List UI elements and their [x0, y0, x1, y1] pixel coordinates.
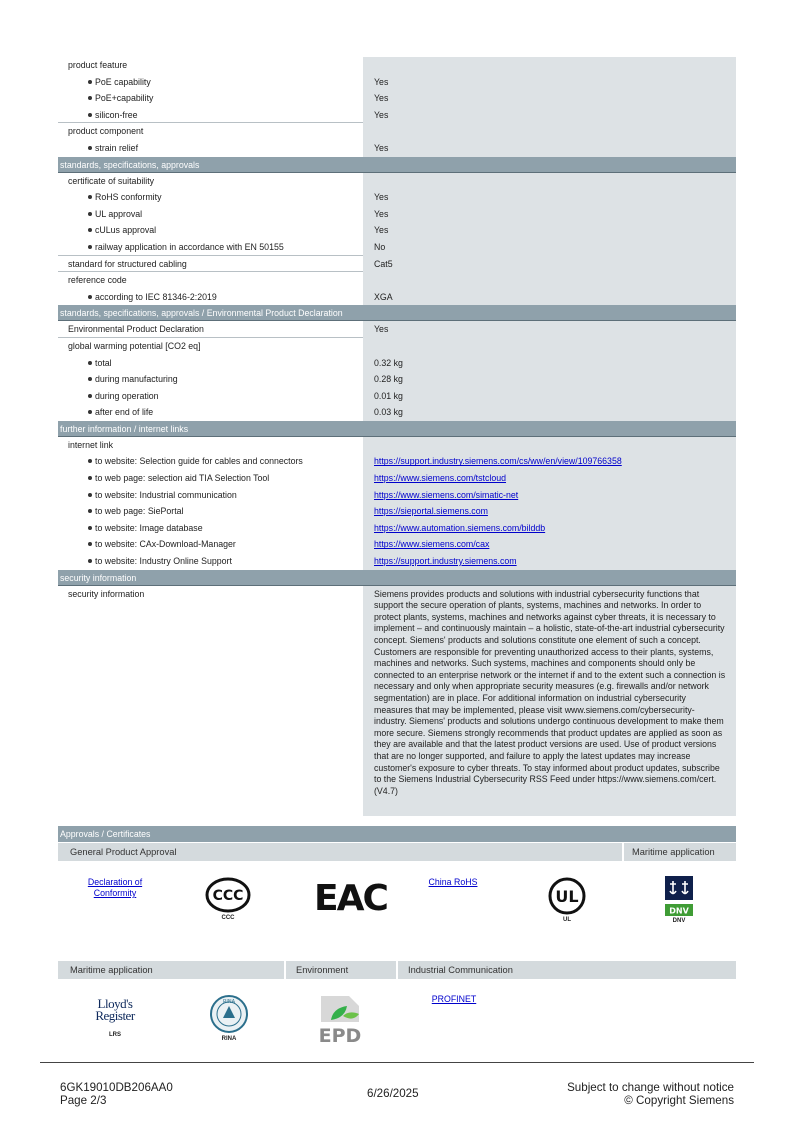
spec-value: 0.32 kg — [363, 355, 736, 372]
spec-row: PoE capability Yes — [58, 74, 736, 91]
spec-row — [58, 256, 736, 273]
profinet-link[interactable]: PROFINET — [431, 994, 477, 1004]
spec-label: product component — [68, 126, 144, 137]
spec-row: railway application in accordance with EN 50155 No — [58, 239, 736, 256]
ul-mark-icon — [548, 877, 586, 915]
bullet-icon — [88, 377, 92, 381]
svg-text:CCC: CCC — [212, 888, 244, 904]
order-number: 6GK19010DB206AA0 — [60, 1081, 173, 1094]
spec-label: standard for structured cabling — [58, 256, 363, 273]
copyright: © Copyright Siemens — [624, 1094, 734, 1107]
spec-label: certificate of suitability — [68, 175, 155, 186]
security-row — [58, 586, 736, 816]
spec-row: cULus approval Yes — [58, 222, 736, 239]
rina-logo: RINA RINA — [206, 994, 252, 1042]
datasheet-table — [58, 57, 736, 816]
spec-value: Yes — [363, 222, 736, 239]
footer-date: 6/26/2025 — [367, 1087, 419, 1100]
spec-label: product feature — [68, 60, 128, 70]
spec-row: silicon-free Yes — [58, 107, 736, 124]
spec-label: reference code — [68, 275, 127, 286]
sieportal-link[interactable]: https://sieportal.siemens.com — [374, 506, 488, 517]
spec-row — [58, 272, 736, 289]
spec-value: Yes — [363, 321, 736, 338]
epd-logo — [316, 992, 364, 1048]
ccc-mark-icon — [205, 877, 251, 913]
tia-selection-tool-link[interactable]: https://www.siemens.com/tstcloud — [374, 473, 507, 484]
bullet-icon — [88, 509, 92, 513]
spec-row: PoE+capability Yes — [58, 90, 736, 107]
link-row: to website: Industry Online Support https://support.industry.siemens.com — [58, 553, 736, 570]
spec-value: XGA — [363, 289, 736, 306]
section-header-further-info: further information / internet links — [58, 421, 736, 437]
bullet-icon — [88, 542, 92, 546]
page-number: Page 2/3 — [60, 1094, 107, 1107]
spec-row: UL approval Yes — [58, 206, 736, 223]
spec-row: during operation 0.01 kg — [58, 388, 736, 405]
spec-label: global warming potential [CO2 eq] — [68, 340, 201, 351]
section-header-standards: standards, specifications, approvals — [58, 157, 736, 173]
spec-row: during manufacturing 0.28 kg — [58, 371, 736, 388]
bullet-icon — [88, 410, 92, 414]
declaration-of-conformity — [66, 877, 164, 899]
bullet-icon — [88, 394, 92, 398]
spec-row — [58, 437, 736, 454]
selection-guide-link[interactable]: https://support.industry.siemens.com/cs/ww/en/view/109766358 — [374, 456, 622, 467]
lrs-logo: Lloyd's Register LRS — [95, 996, 135, 1038]
online-support-link[interactable]: https://support.industry.siemens.com — [374, 556, 517, 567]
spec-row — [58, 57, 736, 74]
spec-label: internet link — [68, 439, 113, 450]
link-row: to website: Industrial communication https://www.siemens.com/simatic-net — [58, 487, 736, 504]
image-database-link[interactable]: https://www.automation.siemens.com/bilddb — [374, 522, 546, 533]
declaration-of-conformity-link[interactable]: Declaration of Conformity — [87, 877, 143, 898]
cax-download-link[interactable]: https://www.siemens.com/cax — [374, 539, 490, 550]
bullet-icon — [88, 295, 92, 299]
spec-value: Yes — [363, 74, 736, 91]
section-header-environment: standards, specifications, approvals / Environmental Product Declaration — [58, 305, 736, 321]
industrial-communication-link[interactable]: https://www.siemens.com/simatic-net — [374, 489, 519, 500]
spec-value: Yes — [363, 90, 736, 107]
svg-text:RINA: RINA — [222, 999, 236, 1005]
spec-row: according to IEC 81346-2:2019 XGA — [58, 289, 736, 306]
spec-row: strain relief Yes — [58, 140, 736, 157]
bullet-icon — [88, 212, 92, 216]
bullet-icon — [88, 96, 92, 100]
approvals-header: Approvals / Certificates — [58, 826, 736, 842]
spec-value: Yes — [363, 189, 736, 206]
spec-row — [58, 173, 736, 190]
bullet-icon — [88, 113, 92, 117]
bullet-icon — [88, 146, 92, 150]
ul-logo: UL UL — [546, 877, 588, 923]
rina-mark-icon — [209, 994, 249, 1034]
bullet-icon — [88, 459, 92, 463]
footer-divider — [40, 1062, 754, 1063]
spec-row: total 0.32 kg — [58, 355, 736, 372]
security-text: Siemens provides products and solutions with industrial cybersecurity functions that support the secure operation of plants, systems, machines and networks. In order to protect plants, systems, machines and networks against cyber threats, it is necessary to implement – and continuously maintain – a holistic, state-of-the-art industrial cybersecurity concept. Siemens' products and solutions constitute one element of such a concept. Customers are responsible for preventing unauthorized access to their plants, systems, machines and networks. Such systems, machines and components should only be connected to an enterprise network or the internet if and to the extent such a connection is necessary and only when appropriate security measures (e.g. firewalls and/or network segmentation) are in place. For additional information on industrial cybersecurity measures that may be implemented, please visit www.siemens.com/cybersecurity-industry. Siemens' products and solutions undergo continuous development to make them more secure. Siemens strongly recommends that product updates are applied as soon as they are available and that the latest product versions are used. Use of product versions that are no longer supported, and failure to apply the latest updates may increase customer's exposure to cyber threats. To stay informed about product updates, subscribe to the Siemens Industrial Cybersecurity RSS Feed under https://www.siemens.com/cert. (V4.7) — [363, 586, 736, 816]
svg-text:DNV: DNV — [669, 906, 689, 916]
link-row: to website: CAx-Download-Manager https://www.siemens.com/cax — [58, 536, 736, 553]
spec-value: 0.01 kg — [363, 388, 736, 405]
spec-value: Yes — [363, 107, 736, 124]
spec-value: Yes — [363, 140, 736, 157]
spec-row — [58, 321, 736, 338]
bullet-icon — [88, 80, 92, 84]
spec-row — [58, 123, 736, 140]
link-row: to web page: SiePortal https://sieportal.siemens.com — [58, 503, 736, 520]
spec-row — [58, 338, 736, 355]
spec-label: security information — [68, 588, 145, 599]
change-notice: Subject to change without notice — [567, 1081, 734, 1094]
maritime-header-2: Maritime application — [58, 961, 284, 979]
spec-value: No — [363, 239, 736, 256]
bullet-icon — [88, 361, 92, 365]
svg-text:EPD: EPD — [318, 1025, 362, 1046]
svg-text:UL: UL — [555, 887, 579, 906]
spec-value: 0.03 kg — [363, 404, 736, 421]
profinet — [420, 994, 488, 1005]
bullet-icon — [88, 476, 92, 480]
china-rohs-link[interactable]: China RoHS — [428, 877, 478, 887]
maritime-header: Maritime application — [624, 843, 736, 861]
eac-logo: EAC — [314, 878, 387, 919]
dnv-mark-icon — [665, 876, 693, 916]
bullet-icon — [88, 493, 92, 497]
spec-row: after end of life 0.03 kg — [58, 404, 736, 421]
spec-value: Yes — [363, 206, 736, 223]
general-approval-header: General Product Approval — [58, 843, 622, 861]
bullet-icon — [88, 195, 92, 199]
industrial-communication-header: Industrial Communication — [398, 961, 736, 979]
section-header-security: security information — [58, 570, 736, 586]
bullet-icon — [88, 559, 92, 563]
ccc-logo: CCC CCC — [204, 877, 252, 921]
bullet-icon — [88, 526, 92, 530]
spec-row: RoHS conformity Yes — [58, 189, 736, 206]
epd-mark-icon — [317, 992, 363, 1046]
spec-value: 0.28 kg — [363, 371, 736, 388]
environment-header: Environment — [286, 961, 396, 979]
spec-label: Environmental Product Declaration — [58, 321, 363, 338]
bullet-icon — [88, 245, 92, 249]
china-rohs — [418, 877, 488, 888]
link-row: to website: Selection guide for cables and connectors https://support.industry.siemens.com/cs/ww/en/view/109766358 — [58, 453, 736, 470]
link-row: to website: Image database https://www.automation.siemens.com/bilddb — [58, 520, 736, 537]
spec-value: Cat5 — [363, 256, 736, 273]
bullet-icon — [88, 228, 92, 232]
link-row: to web page: selection aid TIA Selection Tool https://www.siemens.com/tstcloud — [58, 470, 736, 487]
dnv-logo: DNV DNV — [662, 876, 696, 924]
